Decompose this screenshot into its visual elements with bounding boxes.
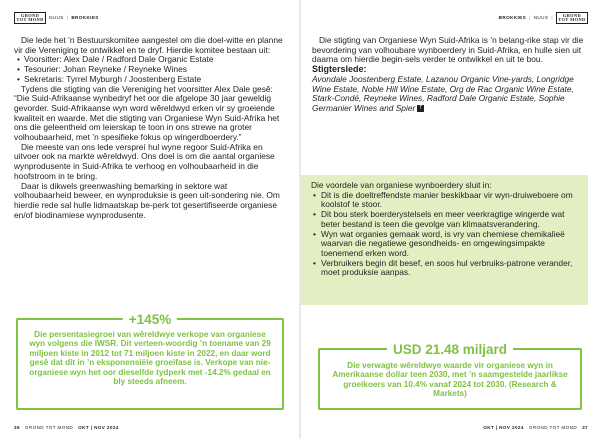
left-footer-magazine: GROND TOT MOND: [24, 425, 74, 430]
right-stat-headline: USD 21.48 miljard: [392, 342, 508, 357]
committee-item: • Tesourier: Johan Reyneke / Reyneke Wines: [14, 65, 284, 75]
left-stat-headline-wrap: [123, 311, 177, 329]
benefits-item: • Dit bou sterk boerderystelsels en meer veerkragtige wingerde wat beter bestand is teen die gevolge van klimaatsverandering.: [311, 210, 578, 229]
article-paragraph: Die meeste van ons lede verspreí hul wyne regoor Suid-Afrika en uitvoer ook na markte wêreldwyd. Ons doel is om die aantal organiese wynprodusente in Suid-Afrika te verhoog en volhoubaarheid in die hoofstroom in te bring.: [14, 141, 275, 181]
header-separator: |: [551, 15, 553, 21]
right-stat-body: Die verwagte wêreldwye waarde vir organiese wyn in Amerikaanse dollar teen 2030, met ’n saamgestelde jaarlikse groeikoers van 10.4% vanaf 2024 tot 2030. (Research & Markets): [332, 361, 568, 399]
article-paragraph: Daar is dikwels greenwashing bemarking in sektore wat volhoubaarheid beweer, en wynproduksie is geen uit-sondering nie. Om hierdie rede sal hulle lidmaatskap be-perk tot gesertifiseerde organiese en/of biodinamiese wynprodusente.: [14, 180, 280, 220]
benefits-intro: Die voordele van organiese wynboerdery sluit in:: [311, 180, 492, 190]
left-article-column: [14, 36, 284, 220]
article-paragraph: Die lede het ’n Bestuurskomitee aangestel om die doel-witte en planne vir die Vereniging te ontwikkel en te dryf. Hierdie komitee bestaan uit:: [14, 35, 283, 55]
right-page-header: [499, 12, 588, 24]
left-header-nuus: NUUS: [49, 15, 64, 21]
benefits-box: [301, 175, 588, 305]
right-stat-headline-wrap: [387, 341, 513, 359]
benefits-item: • Dit is die doeltreffendste manier beskikbaar vir wyn-druiweboere om koolstof te stoor.: [311, 191, 578, 210]
left-magazine-logo: GROND TOT MOND: [14, 12, 46, 24]
article-paragraph: Tydens die stigting van die Vereniging het voorsitter Alex Dale gesê: “Die Suid-Afrikaanse wynbedryf het oor die afgelope 30 jaar geweldig gevorder. Suid-Afrikaanse wyn word wêreldwyd erken vir sy groeiende kwaliteit en waarde. Met die stigting van Organiese Wyn Suid-Afrika het ons die geleentheid om leierskap te toon in ons strewe na groter volhoubaarheid, met ’n spesifieke fokus op wingerdboerdery.”: [14, 83, 280, 143]
article-end-mark: T: [419, 105, 423, 112]
benefits-list: [311, 191, 578, 278]
committee-item: • Voorsitter: Alex Dale / Radford Dale Organic Estate: [14, 55, 284, 65]
right-footer-issue: OKT | NOV 2024: [483, 425, 524, 430]
left-stat-headline: +145%: [128, 312, 172, 327]
right-stat-box: [318, 342, 582, 410]
committee-list: [14, 55, 284, 84]
left-page-header: [14, 12, 99, 24]
right-header-section: BROKKIES: [498, 15, 527, 21]
header-separator: |: [66, 15, 69, 21]
left-header-section: BROKKIES: [71, 15, 99, 21]
header-separator: |: [529, 15, 531, 21]
left-stat-body: Die persentasiegroei van wêreldwye verkope van organiese wyn volgens die IWSR. Dit verteen-woordig ’n toename van 29 miljoen kiste in 2012 tot 71 miljoen kiste in 2022, en daar word gesê dat dit in ’n eksponensiële groeifase is. Verkope van nie-organiese wyn het oor dieselfde tydperk met -14.2% gedaal en bly steeds afneem.: [29, 330, 271, 387]
founders-heading: Stigterslede:: [312, 64, 367, 75]
article-paragraph: Die stigting van Organiese Wyn Suid-Afrika is ’n belang-rike stap vir die bevordering van volhoubare wynboerdery in Suid-Afrika, en hulle sien uit daarna om hierdie begin-sels verder te ontwikkel en uit te bou.: [312, 35, 584, 65]
right-magazine-logo: GROND TOT MOND: [556, 12, 588, 24]
left-footer-issue: OKT | NOV 2024: [78, 425, 119, 430]
right-header-nuus: NUUS: [533, 15, 549, 21]
right-page-number: 37: [582, 425, 588, 430]
founders-list: Avondale Joostenberg Estate, Lazanou Organic Vine-yards, Longridge Wine Estate, Noble Hill Wine Estate, Org de Rac Organic Wine Estate, Stark-Condé, Reyneke Wines, Radford Dale Organic Estate, Sophie Germanier Wines and Spier T: [312, 73, 574, 113]
right-article-column: [312, 36, 588, 114]
left-page-number: 36: [14, 425, 20, 430]
left-page-footer: [14, 425, 119, 430]
benefits-item: • Verbruikers begin dit besef, en soos hul verbruiks-patrone verander, moet produksie aanpas.: [311, 259, 578, 278]
right-page-footer: [483, 425, 588, 430]
committee-item: • Sekretaris: Tyrrel Myburgh / Joostenberg Estate: [14, 75, 284, 85]
right-footer-magazine: GROND TOT MOND: [528, 425, 578, 430]
benefits-item: • Wyn wat organies gemaak word, is vry van chemiese chemikalieë waarvan die negatiewe gesondheids- en omgewingsimpakte toenemend erken word.: [311, 230, 578, 259]
left-stat-box: [16, 312, 284, 410]
